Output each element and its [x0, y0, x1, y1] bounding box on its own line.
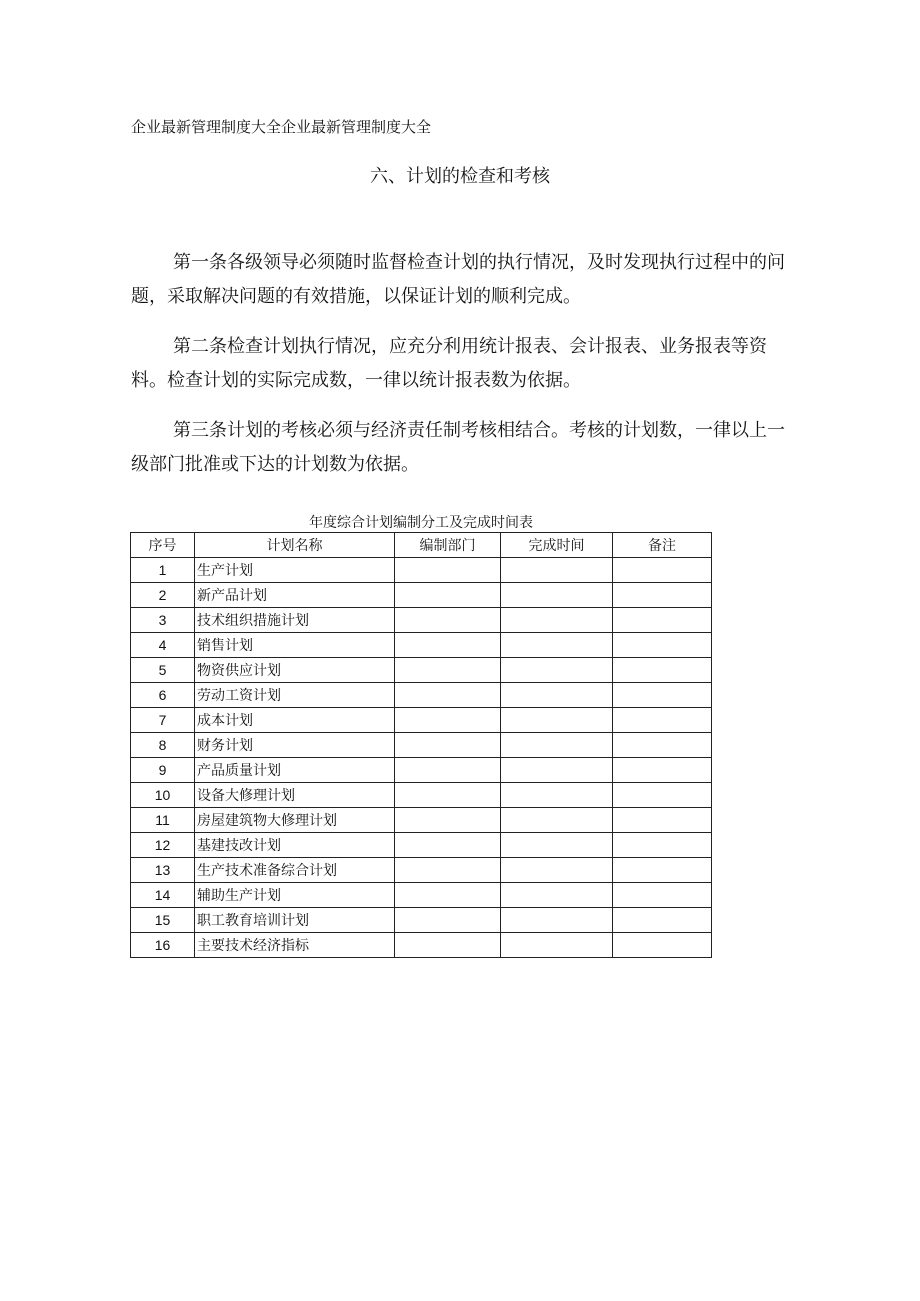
row-completion-time-cell [501, 633, 613, 658]
table-row [131, 733, 712, 758]
table-caption: 年度综合计划编制分工及完成时间表 [309, 515, 533, 531]
section-title: 六、计划的检查和考核 [370, 166, 550, 187]
header-remarks: 备注 [613, 533, 712, 558]
row-department-cell [395, 558, 501, 583]
table-row [131, 783, 712, 808]
row-index-cell: 9 [131, 758, 195, 783]
row-department-cell [395, 583, 501, 608]
row-remarks-cell [613, 783, 712, 808]
row-plan-name-cell: 基建技改计划 [195, 833, 395, 858]
row-plan-name-cell: 生产计划 [195, 558, 395, 583]
row-remarks-cell [613, 858, 712, 883]
row-index-cell: 13 [131, 858, 195, 883]
row-index-cell: 16 [131, 933, 195, 958]
table-row [131, 608, 712, 633]
table-row [131, 933, 712, 958]
row-department-cell [395, 633, 501, 658]
row-remarks-cell [613, 833, 712, 858]
row-plan-name-cell: 设备大修理计划 [195, 783, 395, 808]
row-index-cell: 5 [131, 658, 195, 683]
row-plan-name-cell: 职工教育培训计划 [195, 908, 395, 933]
row-completion-time-cell [501, 583, 613, 608]
row-plan-name-cell: 辅助生产计划 [195, 883, 395, 908]
row-remarks-cell [613, 933, 712, 958]
row-remarks-cell [613, 558, 712, 583]
row-department-cell [395, 783, 501, 808]
row-department-cell [395, 758, 501, 783]
table-row [131, 858, 712, 883]
row-plan-name-cell: 生产技术准备综合计划 [195, 858, 395, 883]
table-row [131, 683, 712, 708]
row-remarks-cell [613, 633, 712, 658]
paragraph-article-2: 第二条检查计划执行情况，应充分利用统计报表、会计报表、业务报表等资料。检查计划的实际完成数，一律以统计报表数为依据。 [131, 336, 767, 391]
row-index-cell: 8 [131, 733, 195, 758]
row-index-cell: 7 [131, 708, 195, 733]
row-remarks-cell [613, 808, 712, 833]
row-completion-time-cell [501, 758, 613, 783]
row-index-cell: 1 [131, 558, 195, 583]
row-remarks-cell [613, 908, 712, 933]
row-remarks-cell [613, 708, 712, 733]
table-row [131, 883, 712, 908]
row-completion-time-cell [501, 858, 613, 883]
row-remarks-cell [613, 583, 712, 608]
row-plan-name-cell: 销售计划 [195, 633, 395, 658]
table-row [131, 658, 712, 683]
header-department: 编制部门 [395, 533, 501, 558]
paragraph-article-1: 第一条各级领导必须随时监督检查计划的执行情况，及时发现执行过程中的问题，采取解决问题的有效措施，以保证计划的顺利完成。 [131, 252, 785, 307]
row-department-cell [395, 733, 501, 758]
row-index-cell: 11 [131, 808, 195, 833]
header-completion-time: 完成时间 [501, 533, 613, 558]
row-completion-time-cell [501, 608, 613, 633]
row-completion-time-cell [501, 883, 613, 908]
row-completion-time-cell [501, 783, 613, 808]
row-remarks-cell [613, 883, 712, 908]
table-row [131, 908, 712, 933]
row-department-cell [395, 883, 501, 908]
header-index: 序号 [131, 533, 195, 558]
row-remarks-cell [613, 658, 712, 683]
row-remarks-cell [613, 683, 712, 708]
row-plan-name-cell: 物资供应计划 [195, 658, 395, 683]
row-index-cell: 15 [131, 908, 195, 933]
table-row [131, 558, 712, 583]
row-index-cell: 14 [131, 883, 195, 908]
row-department-cell [395, 608, 501, 633]
table-row [131, 633, 712, 658]
row-remarks-cell [613, 758, 712, 783]
row-completion-time-cell [501, 833, 613, 858]
row-department-cell [395, 708, 501, 733]
row-completion-time-cell [501, 908, 613, 933]
row-plan-name-cell: 财务计划 [195, 733, 395, 758]
row-department-cell [395, 683, 501, 708]
row-completion-time-cell [501, 733, 613, 758]
row-plan-name-cell: 产品质量计划 [195, 758, 395, 783]
row-department-cell [395, 808, 501, 833]
row-plan-name-cell: 房屋建筑物大修理计划 [195, 808, 395, 833]
row-plan-name-cell: 劳动工资计划 [195, 683, 395, 708]
row-index-cell: 3 [131, 608, 195, 633]
table-row [131, 758, 712, 783]
row-plan-name-cell: 新产品计划 [195, 583, 395, 608]
row-department-cell [395, 933, 501, 958]
plan-schedule-table [130, 532, 712, 958]
row-completion-time-cell [501, 808, 613, 833]
table-row [131, 583, 712, 608]
row-remarks-cell [613, 608, 712, 633]
row-completion-time-cell [501, 558, 613, 583]
row-completion-time-cell [501, 933, 613, 958]
row-completion-time-cell [501, 683, 613, 708]
row-index-cell: 12 [131, 833, 195, 858]
row-department-cell [395, 658, 501, 683]
document-header: 企业最新管理制度大全企业最新管理制度大全 [131, 118, 432, 136]
header-plan-name: 计划名称 [195, 533, 395, 558]
row-completion-time-cell [501, 708, 613, 733]
table-row [131, 708, 712, 733]
row-index-cell: 2 [131, 583, 195, 608]
row-department-cell [395, 908, 501, 933]
row-plan-name-cell: 技术组织措施计划 [195, 608, 395, 633]
paragraph-article-3: 第三条计划的考核必须与经济责任制考核相结合。考核的计划数，一律以上一级部门批准或下达的计划数为依据。 [131, 420, 785, 475]
row-remarks-cell [613, 733, 712, 758]
row-department-cell [395, 858, 501, 883]
row-plan-name-cell: 主要技术经济指标 [195, 933, 395, 958]
row-plan-name-cell: 成本计划 [195, 708, 395, 733]
table-row [131, 833, 712, 858]
row-index-cell: 10 [131, 783, 195, 808]
row-index-cell: 4 [131, 633, 195, 658]
table-header-row [131, 533, 712, 558]
row-completion-time-cell [501, 658, 613, 683]
row-department-cell [395, 833, 501, 858]
table-row [131, 808, 712, 833]
row-index-cell: 6 [131, 683, 195, 708]
